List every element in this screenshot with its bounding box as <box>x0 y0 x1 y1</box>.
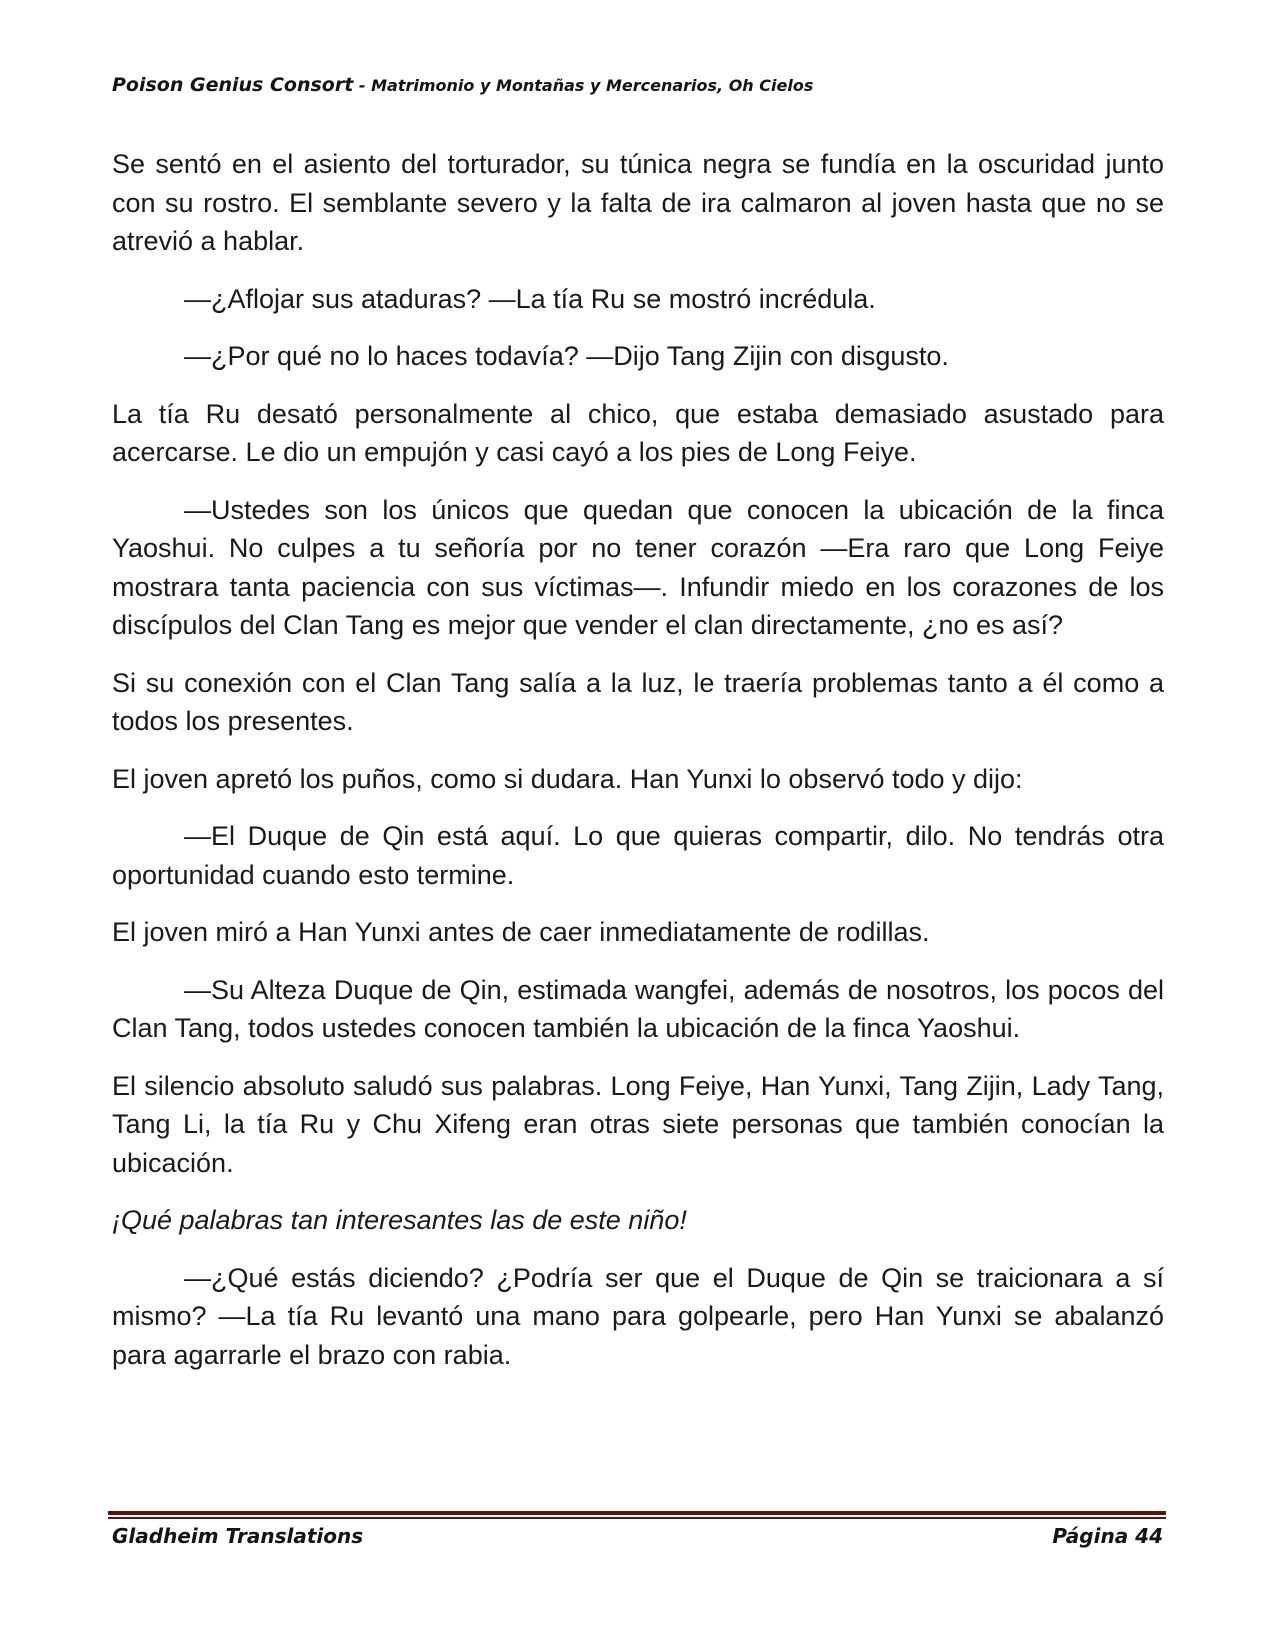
dialogue-paragraph: —Su Alteza Duque de Qin, estimada wangfei, además de nosotros, los pocos del Clan Tang, todos ustedes conocen también la ubicación de la finca Yaoshui. <box>112 974 1164 1043</box>
page-header <box>112 74 813 96</box>
footer-publisher: Gladheim Translations <box>112 1524 364 1548</box>
paragraph: El joven apretó los puños, como si dudara. Han Yunxi lo observó todo y dijo: <box>112 763 1023 794</box>
paragraph: El joven miró a Han Yunxi antes de caer inmediatamente de rodillas. <box>112 917 930 947</box>
page-number: Página 44 <box>1052 1524 1163 1548</box>
chapter-title: - Matrimonio y Montañas y Mercenarios, Oh Cielos <box>353 76 814 95</box>
page-body <box>112 145 1164 1393</box>
paragraph: Si su conexión con el Clan Tang salía a la luz, le traería problemas tanto a él como a todos los presentes. <box>112 667 1164 736</box>
dialogue-paragraph: —¿Por qué no lo haces todavía? —Dijo Tang Zijin con disgusto. <box>184 341 949 371</box>
dialogue-paragraph: —¿Qué estás diciendo? ¿Podría ser que el Duque de Qin se traicionara a sí mismo? —La tía Ru levantó una mano para golpearle, pero Han Yunxi se abalanzó para agarrarle el brazo con rabia. <box>112 1262 1164 1370</box>
book-title: Poison Genius Consort <box>112 74 354 96</box>
paragraph: La tía Ru desató personalmente al chico, que estaba demasiado asustado para acercarse. Le dio un empujón y casi cayó a los pies de Long Feiye. <box>112 398 1164 467</box>
dialogue-paragraph: —El Duque de Qin está aquí. Lo que quieras compartir, dilo. No tendrás otra oportunidad cuando esto termine. <box>112 821 1164 890</box>
dialogue-paragraph: —¿Aflojar sus ataduras? —La tía Ru se mostró incrédula. <box>184 283 876 314</box>
footer-divider <box>108 1511 1166 1519</box>
paragraph: Se sentó en el asiento del torturador, su túnica negra se fundía en la oscuridad junto con su rostro. El semblante severo y la falta de ira calmaron al joven hasta que no se atrevió a hablar. <box>112 149 1164 256</box>
paragraph: El silencio absoluto saludó sus palabras. Long Feiye, Han Yunxi, Tang Zijin, Lady Tang, Tang Li, la tía Ru y Chu Xifeng eran otras siete personas que también conocían la ubicación. <box>112 1070 1164 1178</box>
dialogue-paragraph: —Ustedes son los únicos que quedan que conocen la ubicación de la finca Yaoshui. No culpes a tu señoría por no tener corazón —Era raro que Long Feiye mostrara tanta paciencia con sus víctimas—. Infundir miedo en los corazones de los discípulos del Clan Tang es mejor que vender el clan directamente, ¿no es así? <box>112 494 1164 640</box>
italic-thought: ¡Qué palabras tan interesantes las de este niño! <box>112 1205 687 1235</box>
